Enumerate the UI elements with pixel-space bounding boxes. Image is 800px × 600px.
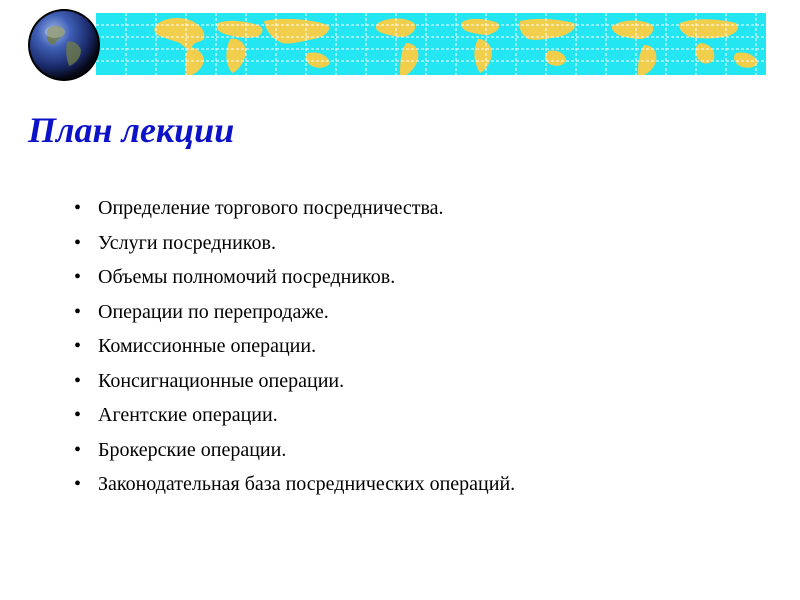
list-item: • Агентские операции.	[74, 401, 515, 436]
list-item: • Консигнационные операции.	[74, 367, 515, 402]
list-item: • Объемы полномочий посредников.	[74, 263, 515, 298]
world-map-banner	[96, 13, 766, 75]
globe-icon	[27, 8, 101, 82]
list-item: • Услуги посредников.	[74, 229, 515, 264]
list-item: • Брокерские операции.	[74, 436, 515, 471]
bullet-list	[74, 194, 515, 505]
list-item: • Определение торгового посредничества.	[74, 194, 515, 229]
list-item: • Операции по перепродаже.	[74, 298, 515, 333]
list-item: • Комиссионные операции.	[74, 332, 515, 367]
slide-title: План лекции	[28, 110, 235, 150]
list-item: • Законодательная база посреднических операций.	[74, 470, 515, 505]
